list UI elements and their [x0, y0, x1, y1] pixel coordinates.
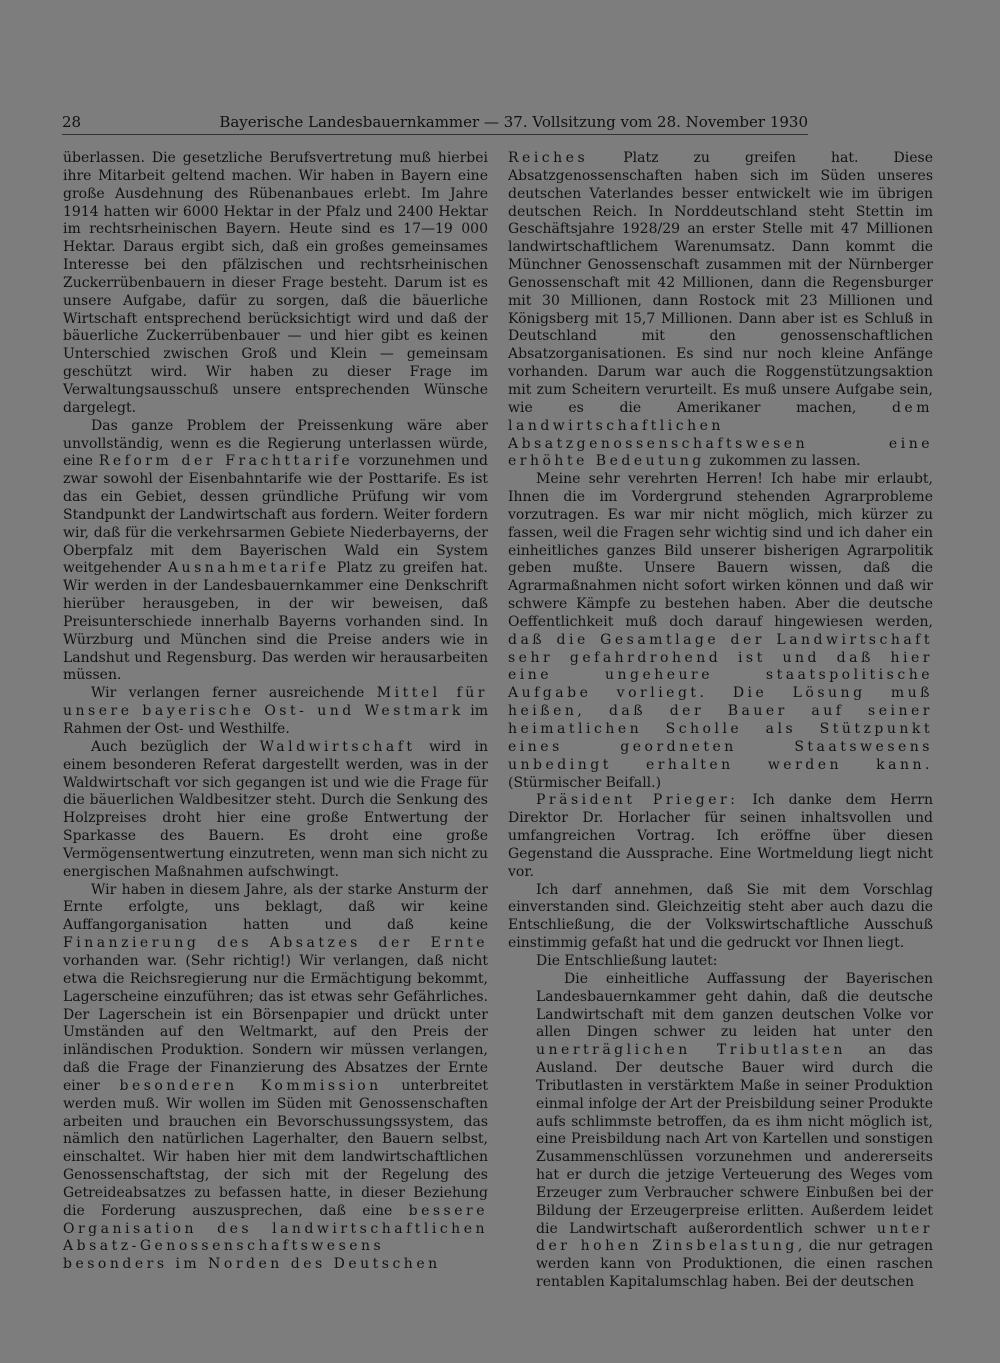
paragraph: Reiches Platz zu greifen hat. Diese Absatzgenossenschaften haben sich im Süden unseres deutschen Vaterlandes besser entwickelt wie im übrigen deutschen Reich. In Norddeutschland steht Stettin im Geschäftsjahre 1928/29 an erster Stelle mit 47 Millionen landwirtschaftlichem Warenumsatz. Dann kommt die Münchner Genossenschaft zusammen mit der Nürnberger Genossenschaft mit 42 Millionen, dann die Regensburger mit 30 Millionen, dann Rostock mit 23 Millionen und Königsberg mit 15,7 Millionen. Dann aber ist es Schluß in Deutschland mit den genossenschaftlichen Absatzorganisationen. Es sind nur noch kleine Anfänge vorhanden. Darum war auch die Roggenstützungsaktion mit zum Scheitern verurteilt. Es muß unsere Aufgabe sein, wie es die Amerikaner machen, dem landwirtschaftlichen Absatzgenossenschaftswesen eine erhöhte Bedeutung zukommen zu lassen. — [508, 150, 933, 470]
speaker-name: Präsident Prieger: — [536, 792, 739, 809]
paragraph: Ich darf annehmen, daß Sie mit dem Vorschlag einverstanden sind. Gleichzeitig steht aber auch dazu die Entschließung, die der Volkswirtschaftliche Ausschuß einstimmig gefaßt hat und die gedruckt vor Ihnen liegt. — [508, 881, 933, 952]
paragraph: Das ganze Problem der Preissenkung wäre aber unvollständig, wenn es die Regierung unterlassen würde, eine Reform der Frachttarife vorzunehmen und zwar sowohl der Eisenbahntarife wie der Posttarife. Es ist das ein Gebiet, dessen gründliche Prüfung wir vom Standpunkt der Landwirtschaft aus fordern. Weiter fordern wir, daß für die verkehrsarmen Gebiete Niederbayerns, der Oberpfalz mit dem Bayerischen Wald ein System weitgehender Ausnahmetarife Platz zu greifen hat. Wir werden in der Landesbauernkammer eine Denkschrift hierüber herausgeben, in der wir beweisen, daß Preisunterschiede innerhalb Bayerns vorhanden sind. In Würzburg und München sind die Preise anders wie in Landshut und Regensburg. Das werden wir herausarbeiten müssen. — [63, 417, 489, 684]
emphasis: Reiches — [508, 150, 589, 166]
emphasis: Finanzierung des Absatzes der Ernte — [63, 935, 488, 952]
emphasis: daß die Gesamtlage der Landwirtschaft sehr gefahrdrohend ist und daß hier eine ungeheure staatspolitische Aufgabe vorliegt. Die Lösung muß heißen, daß der Bauer auf seiner heimatlichen Scholle als Stützpunkt eines geordneten Staatswesens unbedingt erhalten werden kann. — [508, 631, 933, 773]
resolution-text: Die einheitliche Auffassung der Bayerischen Landesbauernkammer geht dahin, daß die deutsche Landwirtschaft mit dem ganzen deutschen Volke vor allen Dingen schwer zu leiden hat unter den unerträglichen Tributlasten an das Ausland. Der deutsche Bauer wird durch die Tributlasten in verstärktem Maße in seiner Produktion einmal infolge der Art der Preisbildung seiner Produkte aufs schlimmste betroffen, da es ihm nicht möglich ist, eine Preisbildung nach Art von Kartellen und sonstigen Zusammenschlüssen vorzunehmen und andererseits hat er durch die jetzige Verteuerung des Weges vom Erzeuger zum Verbraucher schwere Einbußen bei der Bildung der Erzeugerpreise erlitten. Außerdem leidet die Landwirtschaft außerordentlich schwer unter der hohen Zinsbelastung, die nur getragen werden kann von Produktionen, die einen raschen rentablen Kapitalumschlag haben. Bei der deutschen — [536, 970, 933, 1291]
emphasis: unter der hohen Zinsbelastung — [536, 1220, 933, 1255]
emphasis: Waldwirtschaft — [259, 738, 416, 755]
emphasis: Ausnahmetarife — [167, 560, 330, 577]
paragraph: Präsident Prieger: Ich danke dem Herrn Direktor Dr. Horlacher für seinen inhaltsvollen und umfangreichen Vortrag. Ich eröffne über diesen Gegenstand die Aussprache. Eine Wortmeldung liegt nicht vor. — [508, 792, 933, 880]
left-column — [63, 150, 488, 1274]
running-title: Bayerische Landesbauernkammer — 37. Vollsitzung vom 28. November 1930 — [219, 113, 808, 131]
page-number: 28 — [62, 113, 82, 131]
paragraph: Die Entschließung lautet: — [536, 952, 718, 969]
paragraph: Wir verlangen ferner ausreichende Mittel für unsere bayerische Ost- und Westmark im Rahmen der Ost- und Westhilfe. — [63, 685, 489, 737]
paragraph: überlassen. Die gesetzliche Berufsvertretung muß hierbei ihre Mitarbeit geltend machen. Wir haben in Bayern eine große Ausdehnung des Rübenanbaues erlebt. Im Jahre 1914 hatten wir 6000 Hektar in der Pfalz und 2400 Hektar im rechtsrheinischen Bayern. Heute sind es 17—19 000 Hektar. Daraus ergibt sich, daß ein großes gemeinsames Interesse bei den pfälzischen und rechtsrheinischen Zuckerrübenbauern in dieser Frage besteht. Darum ist es unsere Aufgabe, dafür zu sorgen, daß die bäuerliche Wirtschaft entsprechend berücksichtigt wird und daß der bäuerliche Zuckerrübenbauer — und hier gibt es keinen Unterschied zwischen Groß und Klein — gemeinsam geschützt wird. Wir haben zu dieser Frage im Verwaltungsausschuß unsere entsprechenden Wünsche dargelegt. — [63, 150, 488, 416]
running-header — [62, 110, 808, 134]
emphasis: Reform der Frachttarife — [98, 453, 354, 470]
emphasis: besonderen Kommission — [119, 1077, 382, 1094]
paragraph: Wir haben in diesem Jahre, als der starke Ansturm der Ernte erfolgte, uns beklagt, daß wir keine Auffangorganisation hatten und daß keine Finanzierung des Absatzes der Ernte vorhanden war. (Sehr richtig!) Wir verlangen, daß nicht etwa die Reichsregierung nur die Ermächtigung bekommt, Lagerscheine einzuführen; das ist etwas sehr Gefährliches. Der Lagerschein ist ein Börsenpapier und drückt unter Umständen auf den Weltmarkt, auf den Preis der inländischen Produktion. Sondern wir müssen verlangen, daß die Frage der Finanzierung des Absatzes der Ernte einer besonderen Kommission unterbreitet werden muß. Wir wollen im Süden mit Genossenschaften arbeiten und brauchen ein Bevorschussungssystem, das nämlich den natürlichen Lagerhalter, den Bauern selbst, einschaltet. Wir haben hier mit dem landwirtschaftlichen Genossenschaftstag, der sich mit der Regelung des Getreideabsatzes zu befassen hatte, in dieser Beziehung die Forderung auszusprechen, daß eine bessere Organisation des landwirtschaftlichen Absatz-Genossenschaftswesens besonders im Norden des Deutschen — [63, 881, 488, 1273]
header-rule — [62, 134, 808, 135]
paragraph: Meine sehr verehrten Herren! Ich habe mir erlaubt, Ihnen die im Vordergrund stehenden Agrarprobleme vorzutragen. Es war mir nicht möglich, mich kürzer zu fassen, weil die Fragen sehr wichtig sind und ich daher ein einheitliches ganzes Bild unserer bisherigen Agrarpolitik geben mußte. Unsere Bauern wissen, daß die Agrarmaßnahmen nicht sofort wirken können und daß wir schwere Kämpfe zu bestehen haben. Aber die deutsche Oeffentlichkeit muß doch darauf hingewiesen werden, daß die Gesamtlage der Landwirtschaft sehr gefahrdrohend ist und daß hier eine ungeheure staatspolitische Aufgabe vorliegt. Die Lösung muß heißen, daß der Bauer auf seiner heimatlichen Scholle als Stützpunkt eines geordneten Staatswesens unbedingt erhalten werden kann. (Stürmischer Beifall.) — [508, 471, 933, 791]
paragraph: Auch bezüglich der Waldwirtschaft wird in einem besonderen Referat dargestellt werden, was in der Waldwirtschaft vor sich gegangen ist und wie die Frage für die bäuerlichen Waldbesitzer steht. Durch die Senkung des Holzpreises droht hier eine große Entwertung der Sparkasse des Bauern. Es droht eine große Vermögensentwertung einzutreten, wenn man sich nicht zu energischen Maßnahmen aufschwingt. — [63, 738, 488, 880]
right-column — [508, 150, 933, 1292]
emphasis: dem landwirtschaftlichen Absatzgenossenschaftswesen eine erhöhte Bedeutung — [508, 399, 933, 470]
emphasis: bessere Organisation des landwirtschaftlichen Absatz-Genossenschaftswesens besonders im Norden des Deutschen — [63, 1202, 488, 1273]
emphasis: Mittel für unsere bayerische Ost- und Westmark — [63, 685, 488, 720]
emphasis: unerträglichen Tributlasten — [536, 1042, 846, 1059]
